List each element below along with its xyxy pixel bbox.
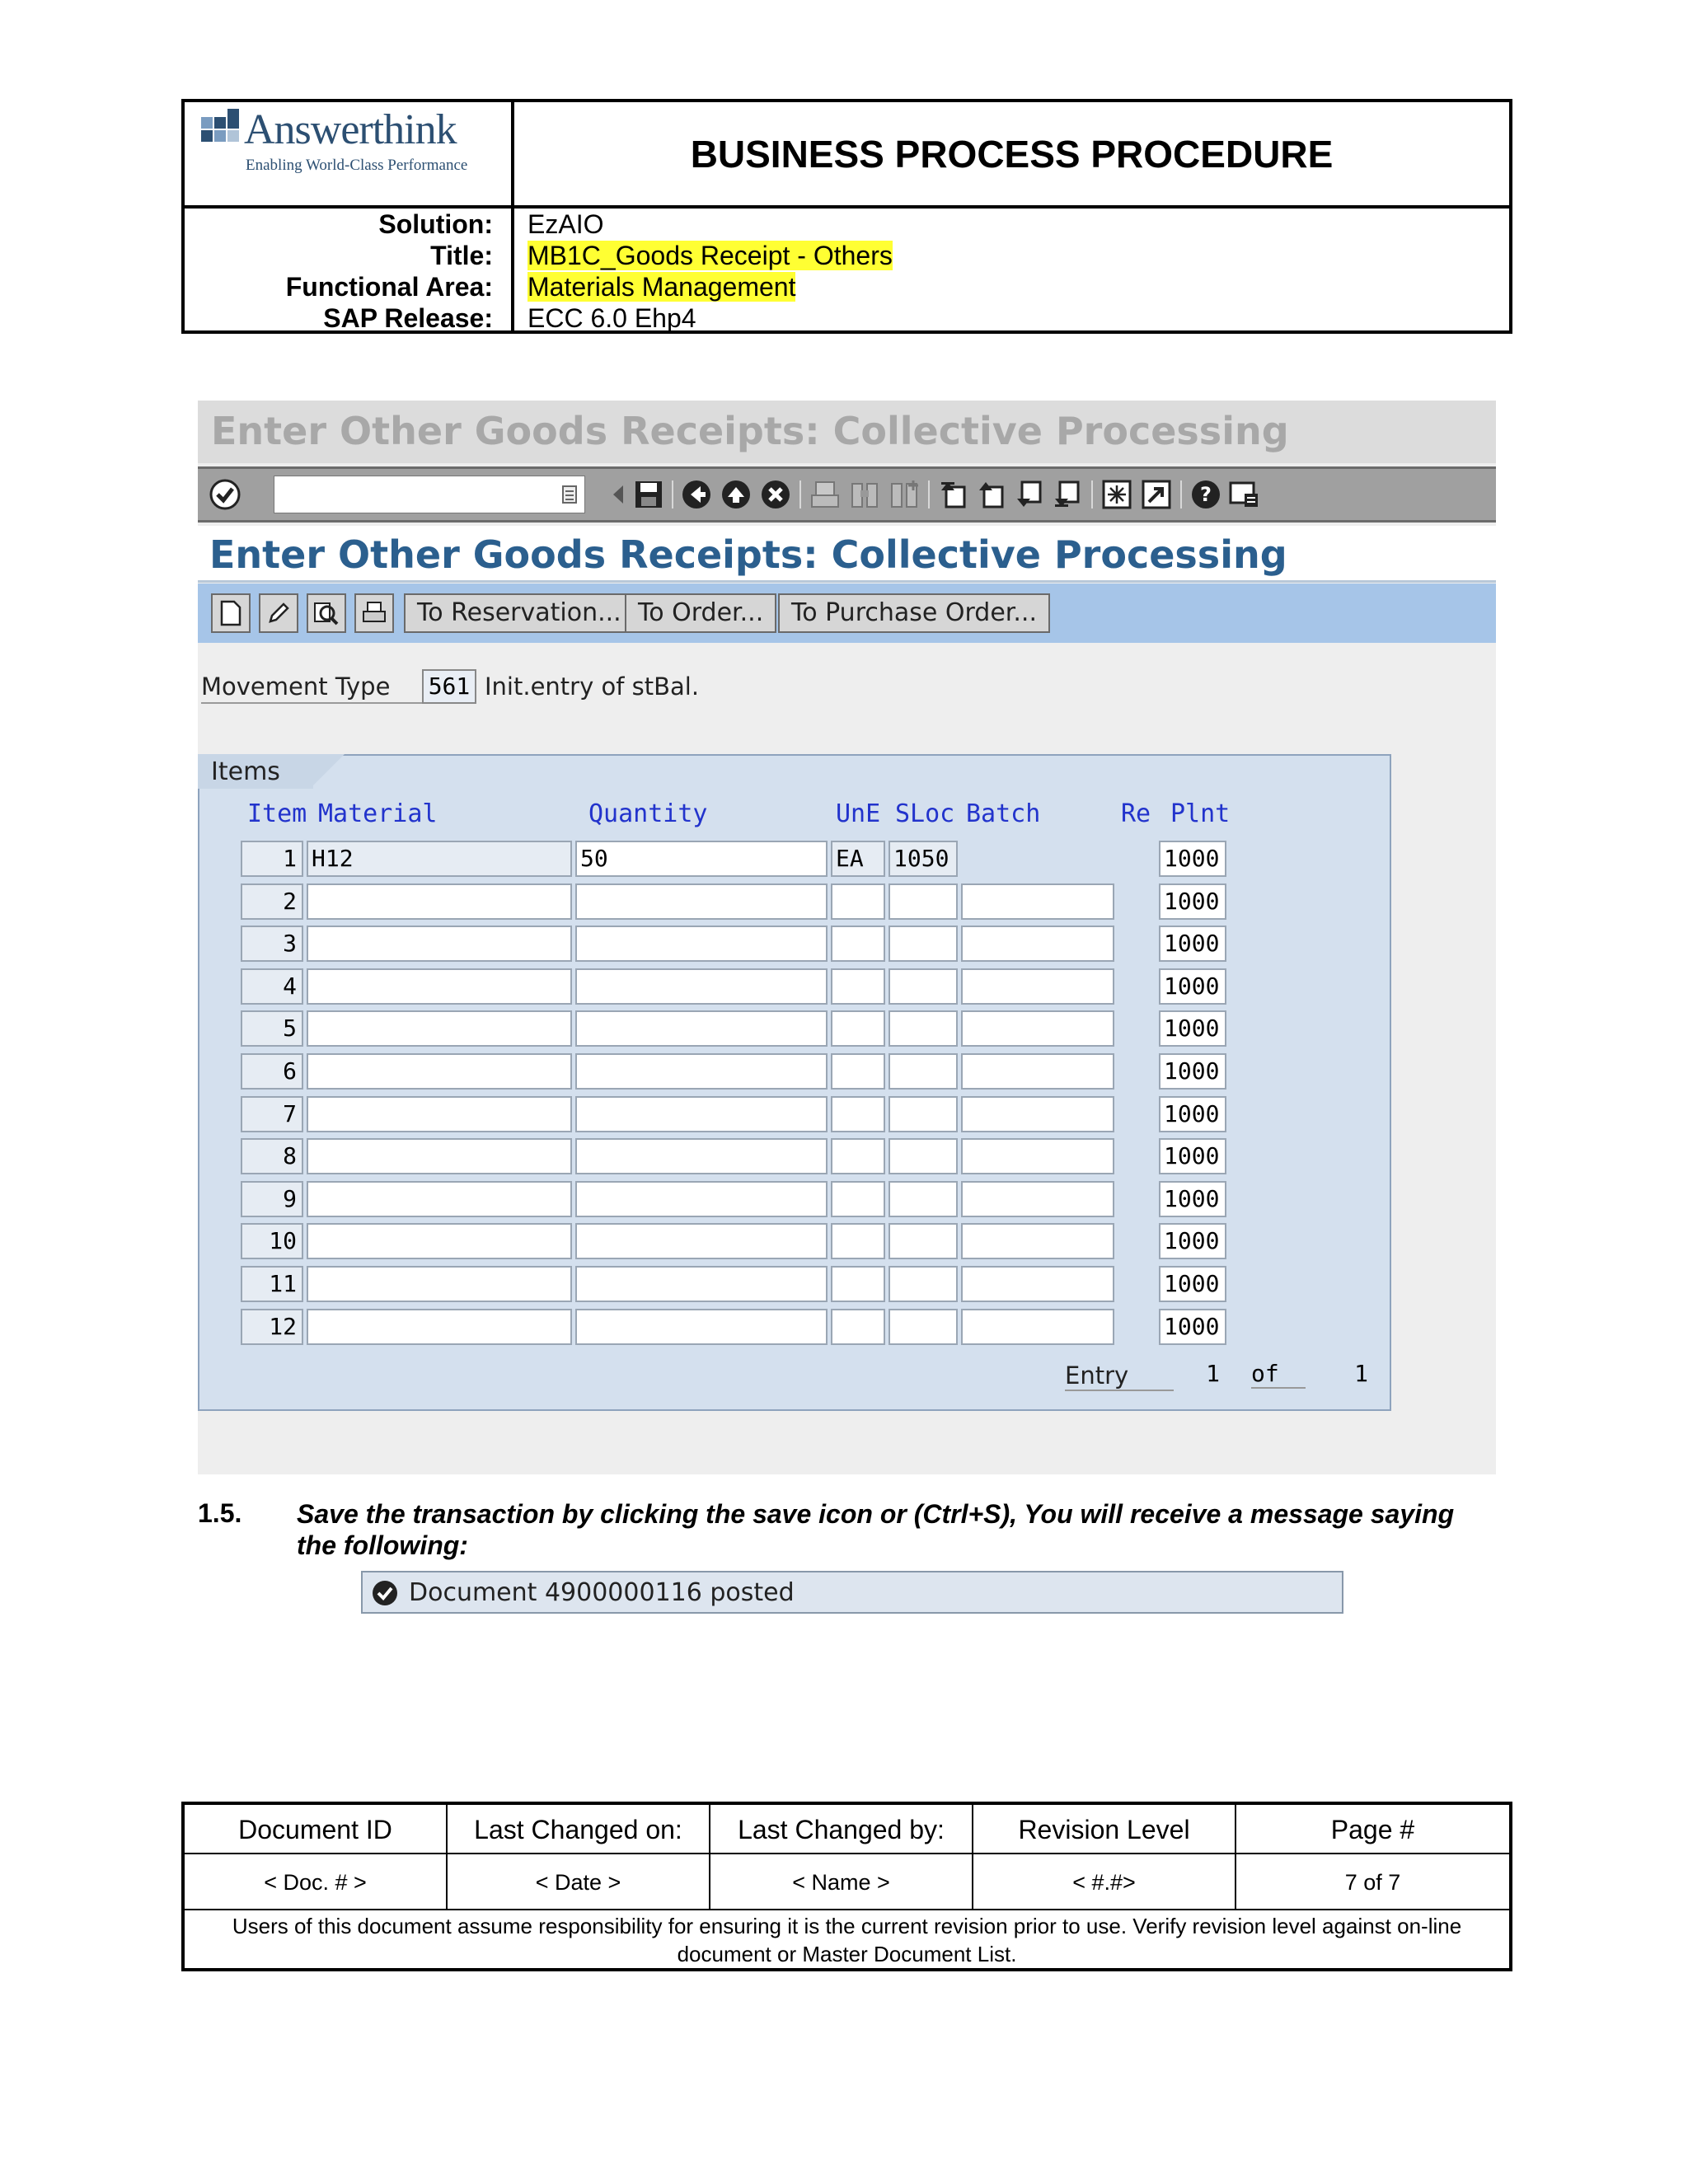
plant-field[interactable]: 1000	[1159, 883, 1226, 920]
items-tab: Items	[198, 754, 313, 789]
column-header-item[interactable]: Item	[247, 799, 307, 828]
item-number-cell: 12	[241, 1309, 303, 1345]
sloc-field[interactable]	[889, 926, 958, 962]
step-instruction: Save the transaction by clicking the save icon or (Ctrl+S), You will receive a message saying the following:	[297, 1499, 1455, 1560]
entry-total: 1	[1354, 1360, 1368, 1387]
movement-type-field[interactable]: 561	[422, 669, 476, 704]
plant-field[interactable]: 1000	[1159, 1181, 1226, 1217]
find-icon[interactable]	[849, 479, 880, 510]
logo-name: Answerthink	[244, 106, 457, 153]
footer-header-last-changed-on: Last Changed on:	[448, 1805, 710, 1854]
quantity-field[interactable]	[575, 1138, 828, 1174]
save-icon[interactable]	[633, 479, 664, 510]
quantity-field[interactable]	[575, 926, 828, 962]
toolbar-separator	[672, 480, 673, 509]
quantity-field[interactable]	[575, 883, 828, 920]
plant-field[interactable]: 1000	[1159, 1138, 1226, 1174]
footer-value-document-id: < Doc. # >	[185, 1854, 448, 1910]
batch-field[interactable]	[961, 1266, 1114, 1302]
toolbar-separator	[928, 480, 930, 509]
svg-text:?: ?	[1200, 483, 1212, 506]
unit-field[interactable]	[831, 883, 885, 920]
column-header-batch[interactable]: Batch	[966, 799, 1041, 828]
item-number-cell: 1	[241, 841, 303, 877]
footer-value-revision-level: < #.#>	[973, 1854, 1236, 1910]
change-button[interactable]	[259, 593, 298, 633]
sap-screenshot	[198, 401, 1496, 1474]
create-session-icon[interactable]	[1101, 479, 1132, 510]
quantity-field[interactable]	[575, 968, 828, 1005]
cancel-icon[interactable]	[760, 479, 791, 510]
new-document-button[interactable]	[211, 593, 251, 633]
footer-disclaimer: Users of this document assume responsibility for ensuring it is the current revision prior to use. Verify revision level against on-line document or Master Document List.	[232, 1914, 1462, 1966]
window-title-bar	[198, 401, 1496, 463]
meta-value-title: MB1C_Goods Receipt - Others	[528, 241, 893, 270]
unit-field[interactable]	[831, 1181, 885, 1217]
sloc-field[interactable]	[889, 1053, 958, 1090]
item-number-cell: 11	[241, 1266, 303, 1302]
plant-field[interactable]: 1000	[1159, 1096, 1226, 1132]
sloc-field[interactable]	[889, 968, 958, 1005]
document-title-cell	[514, 102, 1509, 205]
toolbar-separator	[1180, 480, 1182, 509]
footer-value-last-changed-by: < Name >	[710, 1854, 973, 1910]
batch-field[interactable]	[961, 1223, 1114, 1259]
footer-header-page: Page #	[1236, 1805, 1509, 1854]
toolbar-separator	[1091, 480, 1093, 509]
plant-field[interactable]: 1000	[1159, 841, 1226, 877]
batch-field[interactable]	[961, 883, 1114, 920]
material-field[interactable]	[307, 1309, 572, 1345]
pencil-icon	[265, 600, 292, 626]
footer-value-last-changed-on: < Date >	[448, 1854, 710, 1910]
meta-label-solution: Solution:	[378, 209, 493, 239]
quantity-field[interactable]	[575, 1010, 828, 1047]
material-field[interactable]	[307, 1223, 572, 1259]
entry-label: Entry	[1065, 1361, 1174, 1391]
sloc-field[interactable]	[889, 1266, 958, 1302]
material-field[interactable]	[307, 1138, 572, 1174]
material-field[interactable]	[307, 1181, 572, 1217]
material-field[interactable]: H12	[307, 841, 572, 877]
exit-icon[interactable]	[720, 479, 752, 510]
column-header-quantity[interactable]: Quantity	[588, 799, 708, 828]
column-header-material[interactable]: Material	[318, 799, 438, 828]
plant-field[interactable]: 1000	[1159, 1309, 1226, 1345]
plant-field[interactable]: 1000	[1159, 1010, 1226, 1047]
plant-field[interactable]: 1000	[1159, 968, 1226, 1005]
meta-label-title: Title:	[430, 241, 493, 270]
quantity-field[interactable]: 50	[575, 841, 828, 877]
unit-field[interactable]	[831, 1138, 885, 1174]
toolbar-separator	[799, 480, 801, 509]
quantity-field[interactable]	[575, 1223, 828, 1259]
footer-header-revision-level: Revision Level	[973, 1805, 1236, 1854]
unit-field[interactable]	[831, 968, 885, 1005]
footer-header-last-changed-by: Last Changed by:	[710, 1805, 973, 1854]
column-header-plant[interactable]: Plnt	[1170, 799, 1231, 828]
batch-field[interactable]	[961, 926, 1114, 962]
sloc-field[interactable]	[889, 1309, 958, 1345]
column-header-unit[interactable]: UnE	[836, 799, 881, 828]
meta-value-functional-area: Materials Management	[528, 272, 796, 302]
meta-value-sap-release: ECC 6.0 Ehp4	[528, 303, 696, 333]
item-number-cell: 7	[241, 1096, 303, 1132]
meta-label-functional-area: Functional Area:	[285, 272, 493, 302]
entry-current: 1	[1206, 1360, 1220, 1387]
previous-page-icon[interactable]	[976, 479, 1007, 510]
material-field[interactable]	[307, 1266, 572, 1302]
unit-field[interactable]	[831, 1053, 885, 1090]
command-toggle-icon[interactable]	[608, 479, 628, 510]
item-number-cell: 2	[241, 883, 303, 920]
material-field[interactable]	[307, 968, 572, 1005]
unit-field[interactable]	[831, 1309, 885, 1345]
help-icon[interactable]	[1190, 479, 1221, 510]
column-header-re[interactable]: Re	[1121, 799, 1151, 828]
material-field[interactable]	[307, 1096, 572, 1132]
meta-values	[514, 209, 1509, 333]
material-field[interactable]	[307, 1053, 572, 1090]
footer-value-page: 7 of 7	[1236, 1854, 1509, 1910]
quantity-field[interactable]	[575, 1053, 828, 1090]
item-number-cell: 3	[241, 926, 303, 962]
sloc-field[interactable]	[889, 1096, 958, 1132]
sloc-field[interactable]	[889, 1138, 958, 1174]
item-number-cell: 4	[241, 968, 303, 1005]
find-next-icon[interactable]	[889, 479, 920, 510]
first-page-icon[interactable]	[938, 479, 969, 510]
command-field[interactable]	[274, 476, 585, 513]
material-field[interactable]	[307, 883, 572, 920]
unit-field[interactable]	[831, 1223, 885, 1259]
batch-field[interactable]	[961, 1309, 1114, 1345]
plant-field[interactable]: 1000	[1159, 926, 1226, 962]
sloc-field[interactable]	[889, 1223, 958, 1259]
status-message: Document 4900000116 posted	[409, 1578, 795, 1607]
movement-type-description: Init.entry of stBal.	[485, 673, 700, 701]
command-history-icon[interactable]	[561, 485, 578, 504]
batch-field[interactable]	[961, 1096, 1114, 1132]
batch-field[interactable]	[961, 968, 1114, 1005]
quantity-field[interactable]	[575, 1096, 828, 1132]
unit-field[interactable]	[831, 1096, 885, 1132]
entry-of-label: of	[1251, 1360, 1306, 1389]
last-page-icon[interactable]	[1052, 479, 1083, 510]
item-number-cell: 6	[241, 1053, 303, 1090]
window-title: Enter Other Goods Receipts: Collective Processing	[211, 409, 1289, 453]
batch-field[interactable]	[961, 1010, 1114, 1047]
footer-table	[181, 1802, 1512, 1971]
unit-field[interactable]	[831, 1266, 885, 1302]
print-icon	[361, 600, 387, 626]
quantity-field[interactable]	[575, 1266, 828, 1302]
document-title: BUSINESS PROCESS PROCEDURE	[690, 132, 1334, 176]
sloc-field[interactable]: 1050	[889, 841, 958, 877]
sloc-field[interactable]	[889, 1010, 958, 1047]
new-document-icon	[219, 600, 242, 626]
batch-field[interactable]	[961, 1181, 1114, 1217]
meta-label-sap-release: SAP Release:	[323, 303, 493, 333]
batch-field[interactable]	[961, 1138, 1114, 1174]
print-icon[interactable]	[809, 479, 841, 510]
plant-field[interactable]: 1000	[1159, 1053, 1226, 1090]
customize-layout-icon[interactable]	[1228, 479, 1259, 510]
item-number-cell: 8	[241, 1138, 303, 1174]
to-order-button[interactable]: To Order...	[625, 593, 776, 633]
meta-labels	[185, 209, 514, 333]
standard-toolbar	[198, 466, 1496, 523]
print-document-button[interactable]	[354, 593, 394, 633]
material-field[interactable]	[307, 1010, 572, 1047]
plant-field[interactable]: 1000	[1159, 1223, 1226, 1259]
material-field[interactable]	[307, 926, 572, 962]
quantity-field[interactable]	[575, 1309, 828, 1345]
back-icon[interactable]	[681, 479, 712, 510]
to-purchase-order-button[interactable]: To Purchase Order...	[778, 593, 1050, 633]
screen-title-bar	[198, 526, 1496, 583]
column-header-sloc[interactable]: SLoc	[895, 799, 955, 828]
meta-value-solution: EzAIO	[528, 209, 604, 239]
batch-field[interactable]	[961, 1053, 1114, 1090]
screen-title: Enter Other Goods Receipts: Collective Processing	[209, 532, 1287, 577]
answerthink-logo-icon	[201, 109, 241, 152]
movement-type-label: Movement Type	[201, 673, 424, 704]
application-toolbar	[198, 583, 1496, 643]
item-number-cell: 5	[241, 1010, 303, 1047]
unit-field[interactable]	[831, 926, 885, 962]
item-number-cell: 10	[241, 1223, 303, 1259]
step-number: 1.5.	[198, 1498, 242, 1528]
items-tab-corner	[310, 754, 345, 789]
quantity-field[interactable]	[575, 1181, 828, 1217]
success-check-icon	[371, 1579, 399, 1607]
sloc-field[interactable]	[889, 883, 958, 920]
item-number-cell: 9	[241, 1181, 303, 1217]
to-reservation-button[interactable]: To Reservation...	[404, 593, 635, 633]
magnifier-icon	[313, 600, 340, 626]
logo-cell	[185, 102, 514, 205]
sloc-field[interactable]	[889, 1181, 958, 1217]
header-table	[181, 99, 1512, 334]
unit-field[interactable]: EA	[831, 841, 885, 877]
display-button[interactable]	[307, 593, 346, 633]
unit-field[interactable]	[831, 1010, 885, 1047]
status-bar	[361, 1571, 1343, 1614]
logo-tagline: Enabling World-Class Performance	[246, 157, 468, 174]
shortcut-icon[interactable]	[1141, 479, 1172, 510]
plant-field[interactable]: 1000	[1159, 1266, 1226, 1302]
footer-header-document-id: Document ID	[185, 1805, 448, 1854]
enter-icon[interactable]	[209, 479, 241, 510]
next-page-icon[interactable]	[1014, 479, 1045, 510]
